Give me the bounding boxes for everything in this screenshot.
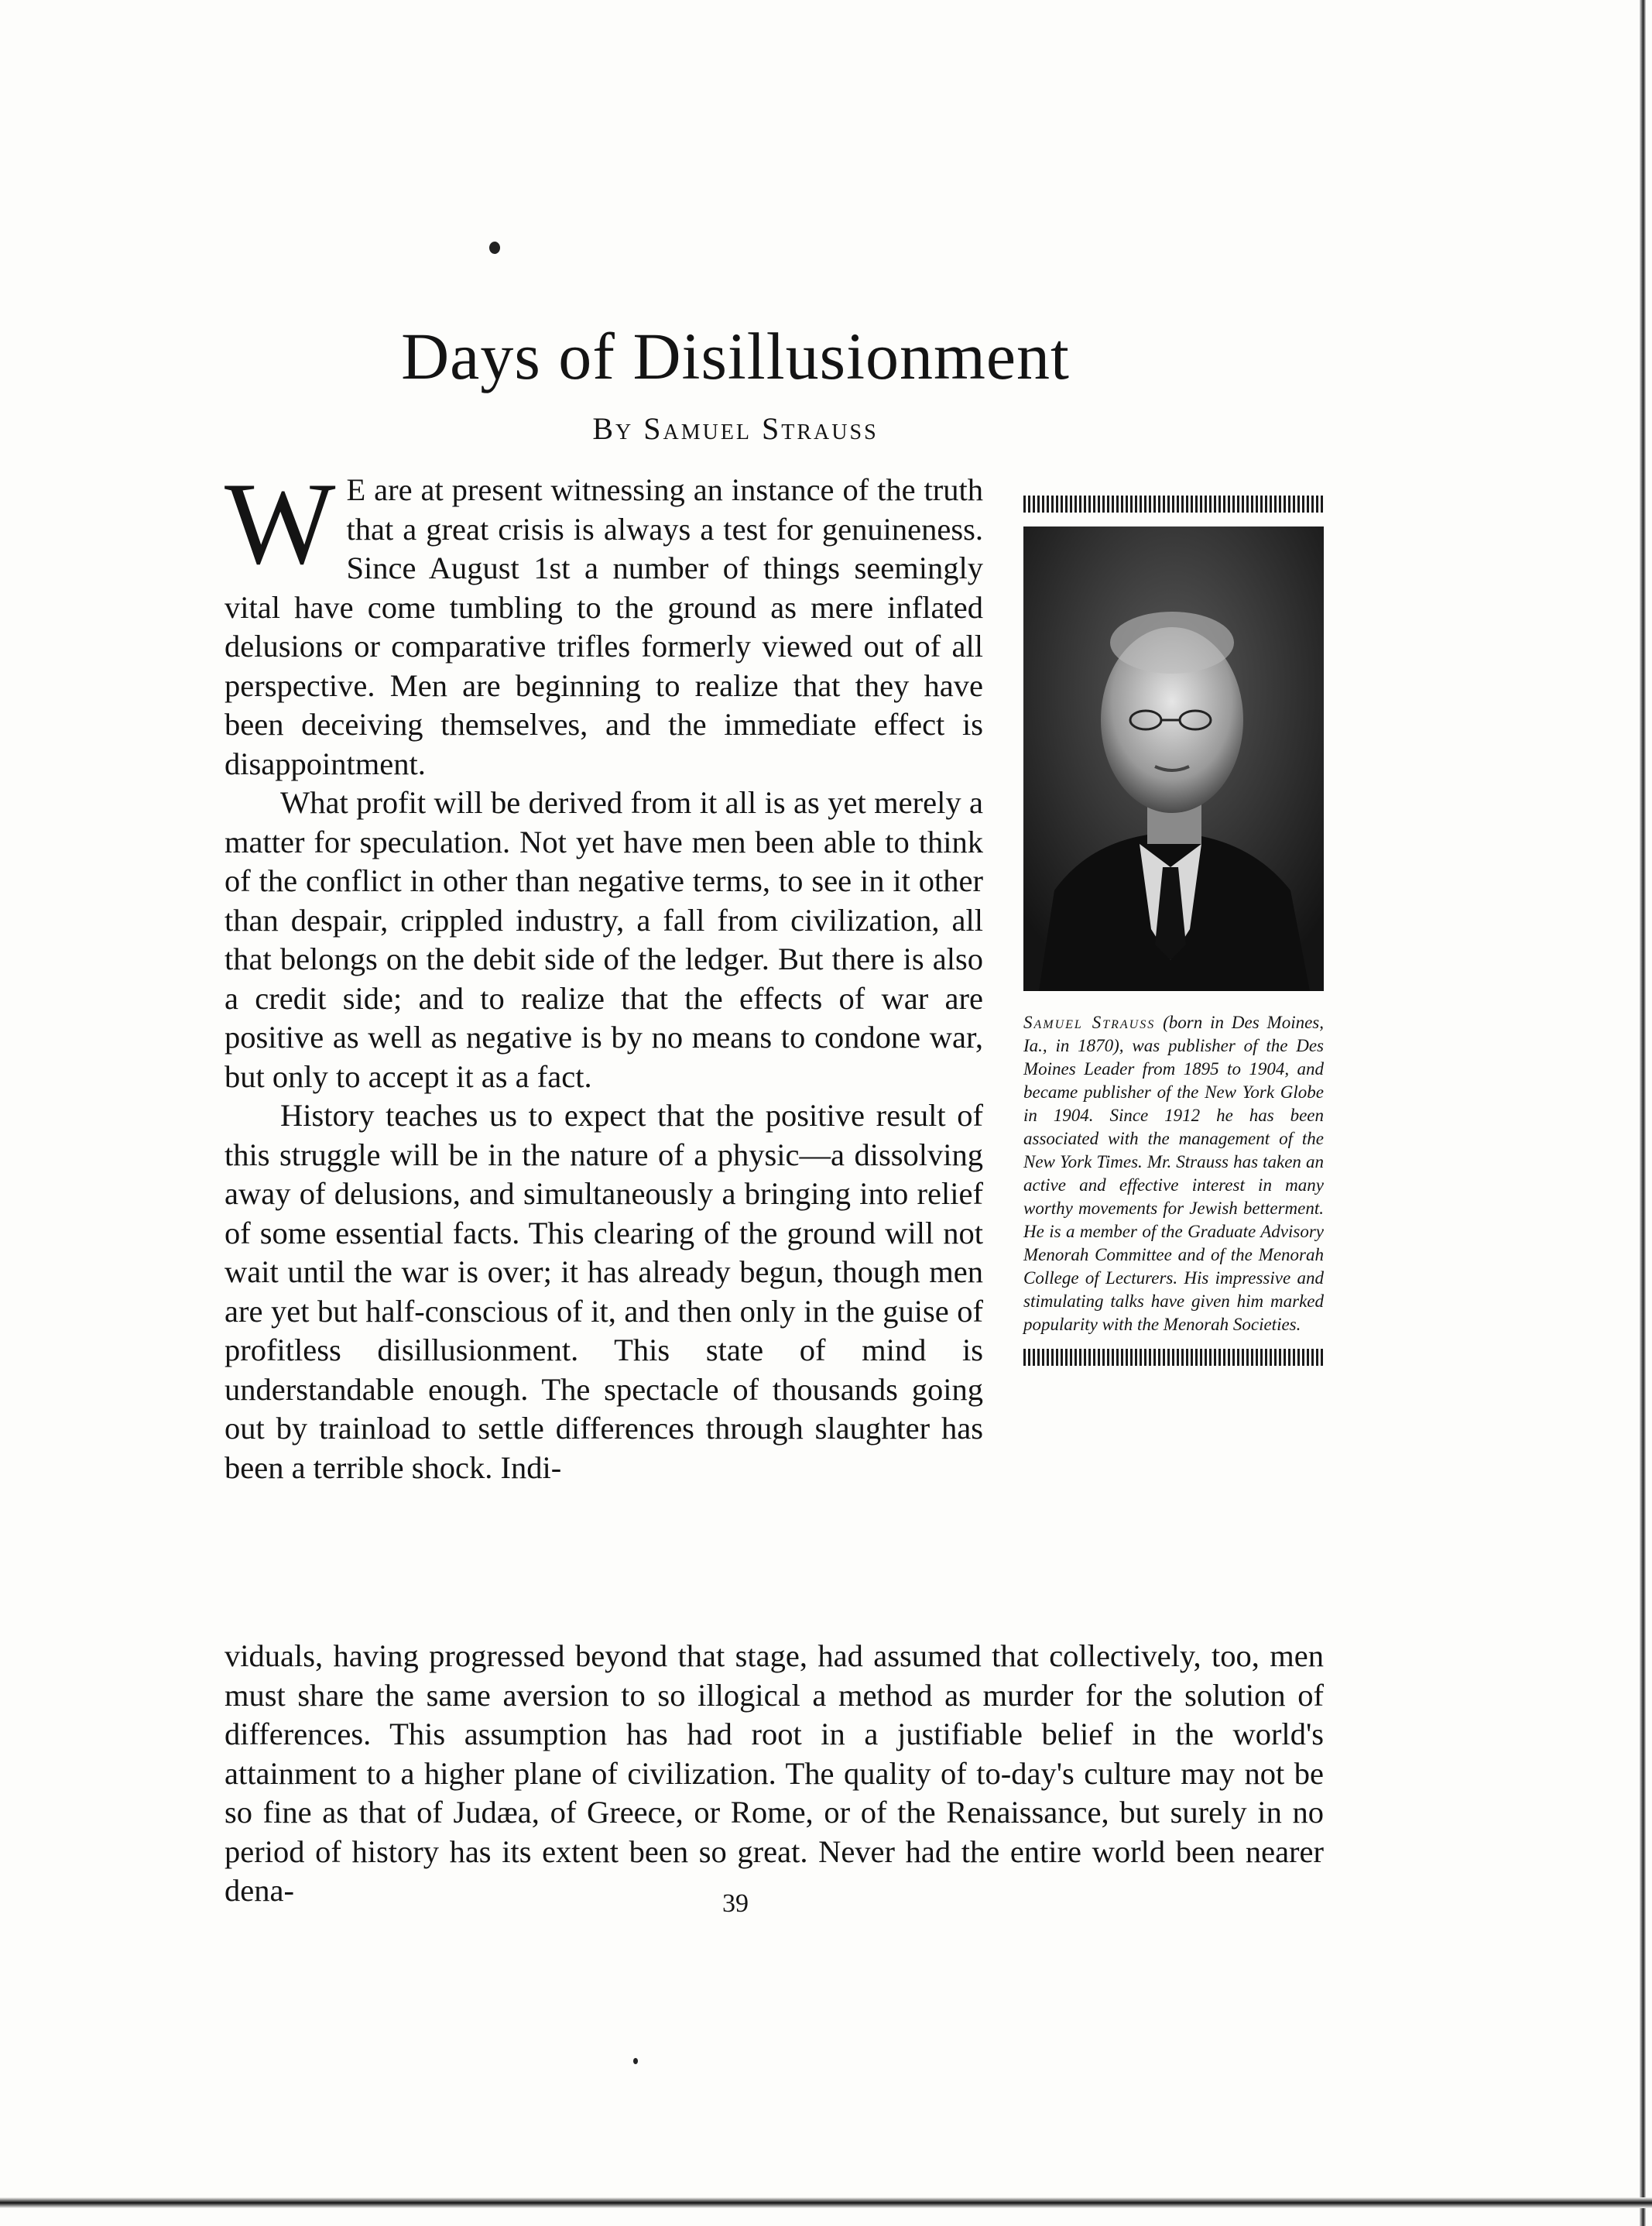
paragraph-text: E are at present witnessing an instance of the truth that a great crisis is always a test for genuineness. Since August 1st a number of things seemingly vital have come tumbling to the ground as mere inflated delusions or comparative trifles formerly viewed out of all perspective. Men are beginning to realize that they have been deceiving themselves, and the immediate effect is disappointment. <box>224 472 983 781</box>
caption-author-name: Samuel Strauss <box>1023 1013 1156 1032</box>
decorative-rule-bottom <box>1023 1349 1324 1366</box>
author-sidebar <box>1023 496 1324 1366</box>
drop-cap: W <box>224 458 336 588</box>
author-caption <box>1023 1011 1324 1336</box>
article-byline: By Samuel Strauss <box>592 411 879 446</box>
decorative-rule-top <box>1023 496 1324 513</box>
article-paragraph <box>224 458 983 784</box>
ink-speck <box>489 242 500 254</box>
article-paragraph-continuation: viduals, having progressed beyond that stage, had assumed that collectively, too, men must share the same aversion to so illogical a method as murder for the solution of differences. This assumption has had root in a justifiable belief in the world's attainment to a higher plane of civilization. The quality of to-day's culture may not be so fine as that of Judæa, of Greece, or Rome, or of the Renaissance, but surely in no period of history has its extent been so great. Never had the entire world been nearer dena- <box>224 1638 1324 1908</box>
caption-text: (born in Des Moines, Ia., in 1870), was publisher of the Des Moines Leader from 1895 to 1904, and became publisher of the New York Globe in 1904. Since 1912 he has been associated with the management of the New York Times. Mr. Strauss has taken an active and effective interest in many worthy movements for Jewish betterment. He is a member of the Graduate Advisory Menorah Committee and of the Menorah College of Lecturers. His impressive and stimulating talks have given him marked popularity with the Menorah Societies. <box>1023 1013 1324 1334</box>
article-body-column <box>224 458 983 1487</box>
portrait-illustration <box>1023 526 1324 991</box>
article-paragraph: History teaches us to expect that the positive result of this struggle will be in the nature of a physic—a dissolving away of delusions, and simultaneously a bringing into relief of some essential facts. This clearing of the ground will not wait until the war is over; it has already begun, though men are yet but half-conscious of it, and then only in the guise of profitless disillusionment. This state of mind is understandable enough. The spectacle of thousands going out by trainload to settle differences through slaughter has been a terrible shock. Indi- <box>224 1098 983 1485</box>
page-bottom-edge <box>0 2197 1652 2208</box>
ink-speck <box>633 2058 638 2064</box>
page-right-edge <box>1640 0 1646 2226</box>
page-number: 39 <box>722 1889 749 1918</box>
article-body-full-width <box>224 1637 1324 1911</box>
author-portrait <box>1023 526 1324 991</box>
article-paragraph: What profit will be derived from it all is as yet merely a matter for speculation. Not yet have men been able to think of the conflict in other than negative terms, to see in it other than despair, crippled industry, a fall from civilization, all that belongs on the debit side of the ledger. But there is also a credit side; and to realize that the effects of war are positive as well as negative is by no means to condone war, but only to accept it as a fact. <box>224 785 983 1094</box>
article-title: Days of Disillusionment <box>401 319 1070 393</box>
